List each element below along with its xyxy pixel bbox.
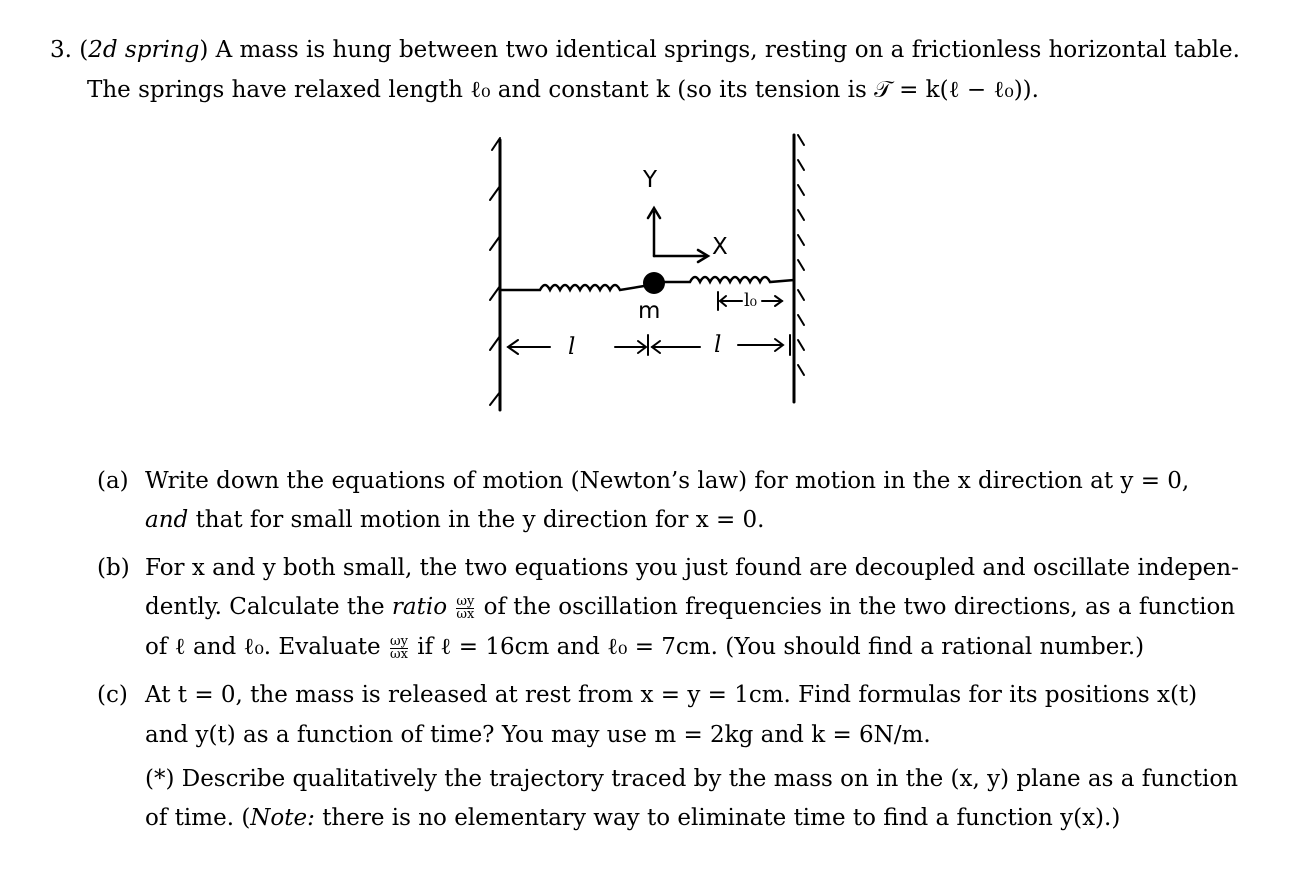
part-a-line-1: Write down the equations of motion (Newton’s law) for motion in the x direction at y = 0, [145,468,1190,494]
part-a-and: and [145,507,189,533]
fraction-denominator: ωx [389,646,408,662]
part-b-line-2-post: of the oscillation frequencies in the two directions, as a function [483,594,1236,620]
y-axis-label: Y [643,167,658,193]
right-length-label: l [714,332,722,358]
part-b-ratio-word: ratio [391,594,448,620]
part-star-note: Note: [250,805,315,831]
part-b-line-1: For x and y both small, the two equations you just found are decoupled and oscillate indepen- [145,555,1239,581]
part-b-line-2-pre: dently. Calculate the [145,594,385,620]
problem-number: 3. [50,37,72,63]
part-b-line-3-pre: of ℓ and ℓ₀. Evaluate [145,634,381,660]
problem-intro-line-1: 3. (2d spring) A mass is hung between two identical springs, resting on a frictionless horizontal table. [50,37,1240,63]
right-spring [660,277,794,282]
part-a-line-2-text: that for small motion in the y direction for x = 0. [195,507,765,533]
problem-intro-text: A mass is hung between two identical springs, resting on a frictionless horizontal table. [215,37,1240,63]
mass-dot [643,272,665,294]
left-spring [500,285,650,290]
omega-ratio-fraction [456,593,475,622]
part-b-line-3 [145,632,1144,662]
fraction-numerator: ωy [389,633,408,649]
part-a-line-2 [145,505,765,535]
omega-ratio-fraction-2 [389,633,408,662]
relaxed-length-label: l₀ [744,290,757,311]
right-wall-hatching [798,135,804,375]
x-axis-label: X [712,234,728,260]
part-b-line-3-post: if ℓ = 16cm and ℓ₀ = 7cm. (You should find a rational number.) [417,634,1145,660]
left-length-label: l [568,334,576,360]
part-c-line-2: and y(t) as a function of time? You may use m = 2kg and k = 6N/m. [145,722,931,748]
part-c-line-1: At t = 0, the mass is released at rest from x = y = 1cm. Find formulas for its positions x(t) [145,682,1198,708]
part-star-line-1: (*) Describe qualitatively the trajectory traced by the mass on in the (x, y) plane as a function [145,766,1239,792]
part-star-line-2-post: there is no elementary way to eliminate time to find a function y(x).) [322,805,1121,831]
problem-tag: 2d spring [88,37,200,63]
part-b-line-2 [145,592,1235,622]
part-b-label: (b) [97,555,130,581]
part-a-label: (a) [97,468,129,494]
part-star-line-2-pre: of time. ( [145,805,251,831]
problem-intro-line-2: The springs have relaxed length ℓ₀ and constant k (so its tension is 𝒯 = k(ℓ − ℓ₀)). [87,77,1039,103]
part-c-label: (c) [97,682,128,708]
mass-label: m [638,298,661,324]
part-star-line-2 [145,803,1120,833]
fraction-denominator: ωx [456,606,475,622]
fraction-numerator: ωy [456,593,475,609]
